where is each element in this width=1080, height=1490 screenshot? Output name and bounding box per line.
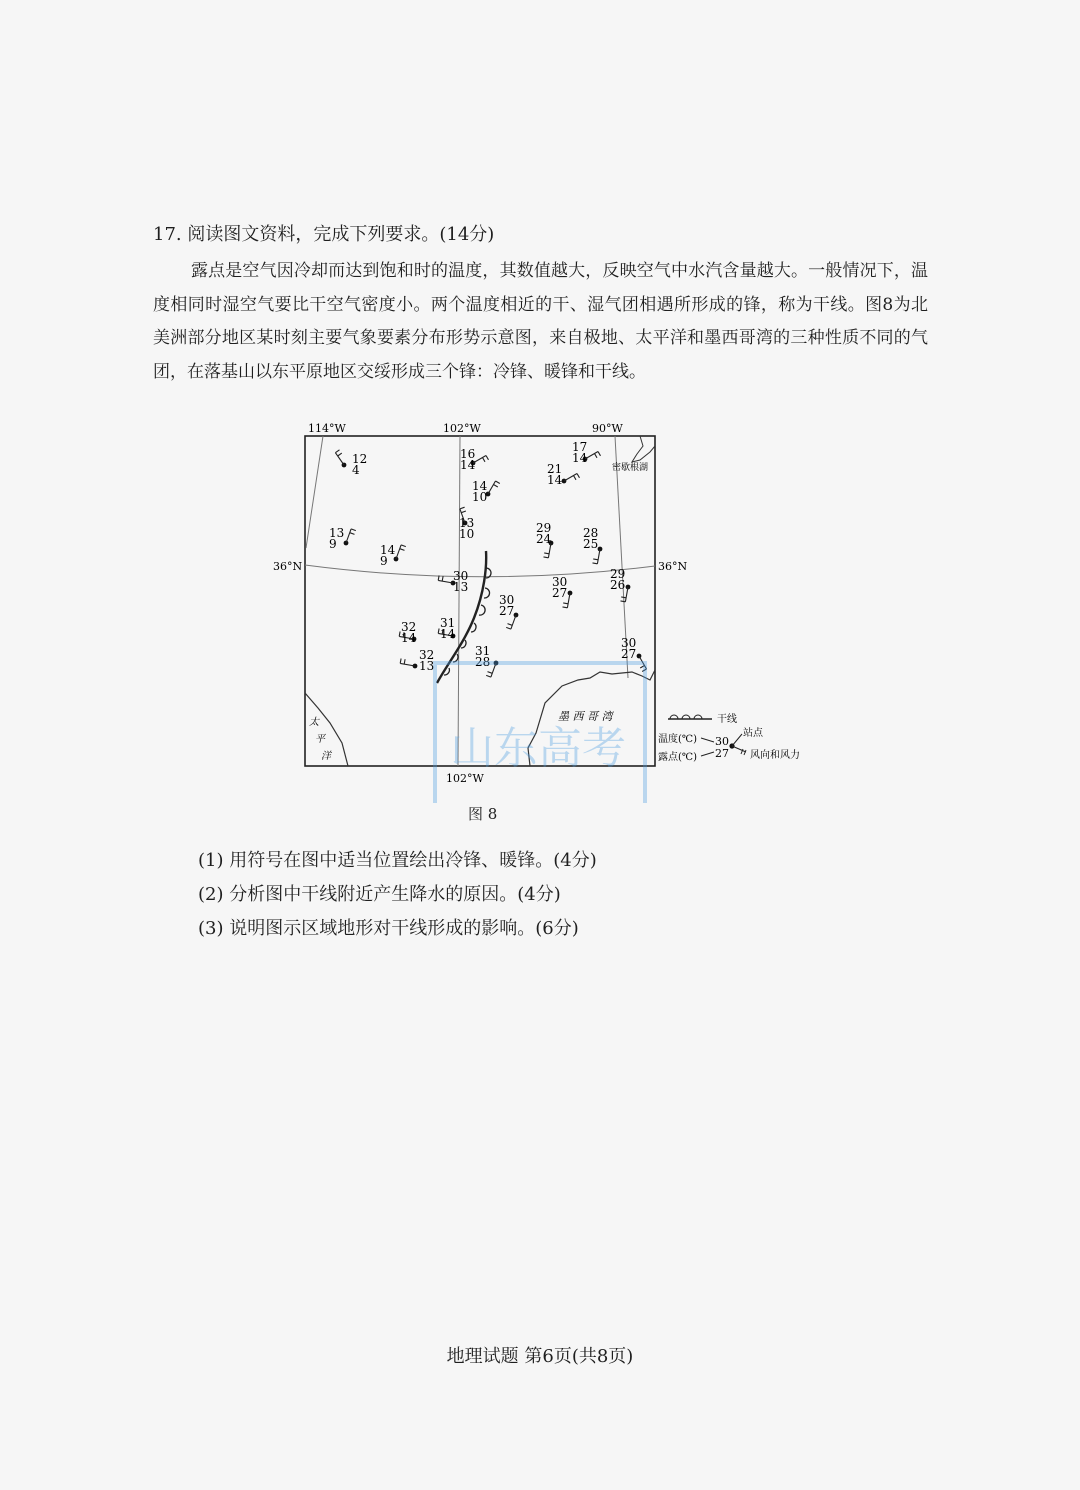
- legend-temp-label: 温度(℃): [658, 734, 697, 745]
- legend: [658, 712, 800, 763]
- station: [335, 450, 367, 477]
- station-temp: 32: [401, 620, 417, 634]
- station-dew: 14: [401, 631, 417, 645]
- gulf-label: 墨 西 哥 湾: [558, 710, 613, 723]
- station-temp: 31: [475, 644, 491, 658]
- station-dew: 13: [419, 659, 435, 673]
- parallel-36: [305, 565, 655, 577]
- lon-label-102: 102°W: [443, 422, 481, 435]
- figure-caption: 图 8: [468, 805, 498, 823]
- lake-michigan-shore: [632, 436, 655, 462]
- station: [400, 648, 434, 673]
- station-dew: 27: [499, 604, 515, 618]
- pacific-label-1: 太: [309, 717, 319, 728]
- station-dew: 13: [453, 580, 469, 594]
- station-dew: 4: [352, 463, 360, 477]
- station: [329, 526, 356, 551]
- subquestion-2: (2) 分析图中干线附近产生降水的原因。(4分): [198, 884, 561, 905]
- station-temp: 29: [610, 567, 626, 581]
- station-temp: 14: [380, 543, 396, 557]
- station: [536, 521, 553, 558]
- station: [438, 616, 455, 641]
- wind-barb: [396, 545, 406, 559]
- legend-leaders: [701, 738, 714, 756]
- lat-label-right: 36°N: [658, 560, 688, 573]
- station-temp: 14: [472, 479, 488, 493]
- page-footer: 地理试题 第6页(共8页): [446, 1346, 634, 1367]
- station-dew: 9: [329, 537, 337, 551]
- station-temp: 13: [329, 526, 345, 540]
- wind-barb: [639, 656, 647, 672]
- station-temp: 29: [536, 521, 552, 535]
- legend-sample-dew: 27: [715, 747, 729, 760]
- station-dew: 10: [472, 490, 488, 504]
- station: [552, 575, 572, 608]
- station: [459, 507, 474, 541]
- station: [547, 462, 580, 487]
- station: [572, 440, 601, 465]
- station-dew: 9: [380, 554, 388, 568]
- legend-sample-temp: 30: [715, 735, 729, 748]
- station-temp: 13: [459, 516, 475, 530]
- station-temp: 21: [547, 462, 563, 476]
- weather-map-figure: [260, 418, 820, 803]
- station: [583, 526, 602, 564]
- wind-barb: [400, 659, 415, 667]
- wind-barb: [335, 450, 344, 465]
- pacific-label-2: 平: [315, 734, 325, 745]
- lon-label-114: 114°W: [308, 422, 346, 435]
- station-temp: 30: [552, 575, 568, 589]
- station: [472, 479, 500, 504]
- wind-barb: [346, 529, 356, 543]
- legend-dryline-label: 干线: [717, 714, 737, 725]
- station: [380, 543, 406, 568]
- station-temp: 30: [621, 636, 637, 650]
- station-temp: 31: [440, 616, 456, 630]
- lon-label-90: 90°W: [592, 422, 623, 435]
- subquestion-1: (1) 用符号在图中适当位置绘出冷锋、暖锋。(4分): [198, 850, 597, 871]
- station-temp: 30: [453, 569, 469, 583]
- station-dew: 27: [621, 647, 637, 661]
- lat-label-left: 36°N: [273, 560, 303, 573]
- question-header: 17. 阅读图文资料，完成下列要求。(14分): [153, 224, 495, 245]
- wind-barb: [488, 481, 500, 494]
- lon-label-102-bottom: 102°W: [446, 772, 484, 785]
- legend-wind-label: 风向和风力: [750, 750, 800, 761]
- station: [621, 636, 647, 672]
- station-dew: 14: [460, 458, 476, 472]
- station-dew: 14: [440, 627, 456, 641]
- station-temp: 30: [499, 593, 515, 607]
- station-dew: 27: [552, 586, 568, 600]
- station-dew: 28: [475, 655, 491, 669]
- stations-layer: [329, 440, 647, 677]
- station-dew: 26: [610, 578, 626, 592]
- question-paragraph: 露点是空气因冷却而达到饱和时的温度，其数值越大，反映空气中水汽含量越大。一般情况下，温度相同时湿空气要比干空气密度小。两个温度相近的干、湿气团相遇所形成的锋，称为干线。图8为北美洲部分地区某时刻主要气象要素分布形势示意图，来自极地、太平洋和墨西哥湾的三种性质不同的气团，在落基山以东平原地区交绥形成三个锋：冷锋、暖锋和干线。: [153, 261, 928, 382]
- watermark-text-1: 山东高考: [450, 723, 626, 774]
- station-temp: 32: [419, 648, 435, 662]
- station: [438, 569, 468, 594]
- station: [499, 593, 518, 629]
- station-dew: 24: [536, 532, 552, 546]
- station-dew: 14: [547, 473, 563, 487]
- station-dew: 10: [459, 527, 475, 541]
- pacific-label-3: 洋: [321, 751, 331, 762]
- station: [460, 447, 489, 472]
- lake-michigan-label: 密歇根湖: [612, 463, 649, 473]
- station-dew: 14: [572, 451, 588, 465]
- station: [610, 567, 630, 602]
- subquestion-3: (3) 说明图示区域地形对干线形成的影响。(6分): [198, 918, 579, 939]
- station-temp: 16: [460, 447, 476, 461]
- station-temp: 17: [572, 440, 588, 454]
- station-dew: 25: [583, 537, 599, 551]
- meridian-102: [458, 436, 460, 766]
- wind-barb: [585, 452, 601, 460]
- legend-station-label: 站点: [743, 728, 763, 739]
- station: [475, 644, 498, 677]
- legend-dew-label: 露点(℃): [658, 752, 697, 763]
- station-temp: 28: [583, 526, 599, 540]
- station: [399, 620, 416, 645]
- station-temp: 12: [352, 452, 368, 466]
- wind-barb: [473, 456, 489, 464]
- wind-barb: [564, 474, 580, 482]
- wind-barb: [593, 549, 601, 564]
- meridian-114: [306, 436, 323, 548]
